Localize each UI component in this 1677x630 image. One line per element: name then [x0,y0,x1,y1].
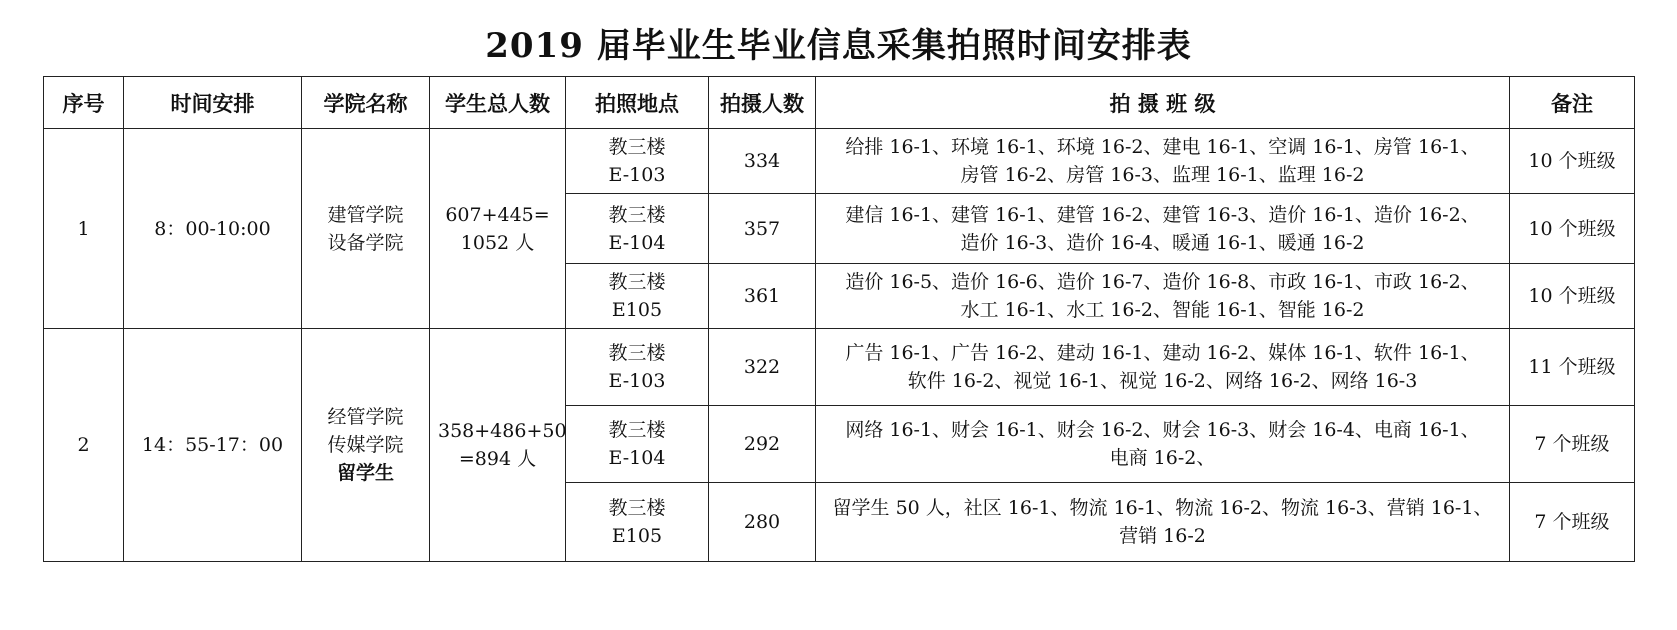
location-cell [566,329,709,406]
location-cell [566,264,709,329]
college-cell [302,129,430,329]
classes-line: 营销 16-2 [1119,525,1206,547]
location-room: E105 [611,299,663,321]
classes-cell [816,194,1510,264]
college-line: 设备学院 [327,231,404,254]
total-line: 1052 人 [460,231,535,254]
count-cell: 322 [709,329,816,406]
location-cell [566,406,709,483]
classes-line: 给排 16-1、环境 16-1、环境 16-2、建电 16-1、空调 16-1、房管 16-1、 [845,136,1480,158]
seq-cell: 2 [44,329,124,562]
classes-line: 水工 16-1、水工 16-2、智能 16-1、智能 16-2 [960,299,1365,321]
location-room: E105 [611,525,663,547]
total-line: =894 人 [458,448,537,470]
location-room: E-103 [608,370,666,392]
classes-line: 建信 16-1、建管 16-1、建管 16-2、建管 16-3、造价 16-1、造价 16-2、 [845,203,1480,226]
classes-line: 网络 16-1、财会 16-1、财会 16-2、财会 16-3、财会 16-4、电商 16-1、 [845,419,1480,441]
college-line: 经管学院 [327,406,404,428]
header-classes: 拍 摄 班 级 [816,77,1510,129]
page-title: 2019 届毕业生毕业信息采集拍照时间安排表 [485,26,1192,66]
count-cell: 280 [709,483,816,562]
location-building: 教三楼 [608,497,666,519]
location-room: E-103 [608,164,666,186]
header-note: 备注 [1510,77,1635,129]
classes-line: 广告 16-1、广告 16-2、建动 16-1、建动 16-2、媒体 16-1、软件 16-1、 [845,342,1480,364]
note-cell: 11 个班级 [1510,329,1635,406]
classes-cell [816,129,1510,194]
total-cell [430,129,566,329]
count-cell: 361 [709,264,816,329]
classes-cell [816,483,1510,562]
classes-line: 电商 16-2、 [1109,447,1216,469]
count-cell: 292 [709,406,816,483]
count-cell: 357 [709,194,816,264]
total-line: 358+486+50 [438,420,567,442]
classes-line: 造价 16-3、造价 16-4、暖通 16-1、暖通 16-2 [960,231,1365,254]
classes-cell [816,264,1510,329]
seq-cell: 1 [44,129,124,329]
header-location: 拍照地点 [566,77,709,129]
total-cell [430,329,566,562]
header-seq: 序号 [44,77,124,129]
college-line: 留学生 [336,462,394,484]
count-cell: 334 [709,129,816,194]
time-cell: 8：00-10:00 [124,129,302,329]
classes-line: 造价 16-5、造价 16-6、造价 16-7、造价 16-8、市政 16-1、市政 16-2、 [845,271,1480,293]
classes-cell [816,406,1510,483]
location-room: E-104 [608,447,666,469]
note-cell: 10 个班级 [1510,194,1635,264]
college-line: 传媒学院 [327,434,404,456]
location-cell [566,129,709,194]
header-total: 学生总人数 [430,77,566,129]
note-cell: 7 个班级 [1510,483,1635,562]
table-row [44,129,1635,194]
note-cell: 10 个班级 [1510,129,1635,194]
college-line: 建管学院 [327,203,404,226]
classes-line: 房管 16-2、房管 16-3、监理 16-1、监理 16-2 [960,164,1365,186]
table-row [44,329,1635,406]
classes-line: 软件 16-2、视觉 16-1、视觉 16-2、网络 16-2、网络 16-3 [907,370,1418,392]
location-building: 教三楼 [608,419,666,441]
location-room: E-104 [608,231,666,254]
location-building: 教三楼 [608,342,666,364]
total-line: 607+445= [445,203,550,226]
header-college: 学院名称 [302,77,430,129]
location-building: 教三楼 [608,203,666,226]
college-cell [302,329,430,562]
location-cell [566,483,709,562]
note-cell: 10 个班级 [1510,264,1635,329]
header-row [44,77,1635,129]
header-time: 时间安排 [124,77,302,129]
location-building: 教三楼 [608,136,666,158]
note-cell: 7 个班级 [1510,406,1635,483]
header-count: 拍摄人数 [709,77,816,129]
time-cell: 14：55-17：00 [124,329,302,562]
schedule-table [43,76,1635,562]
location-cell [566,194,709,264]
location-building: 教三楼 [608,271,666,293]
classes-cell [816,329,1510,406]
classes-line: 留学生 50 人，社区 16-1、物流 16-1、物流 16-2、物流 16-3、营销 16-1、 [832,497,1493,519]
